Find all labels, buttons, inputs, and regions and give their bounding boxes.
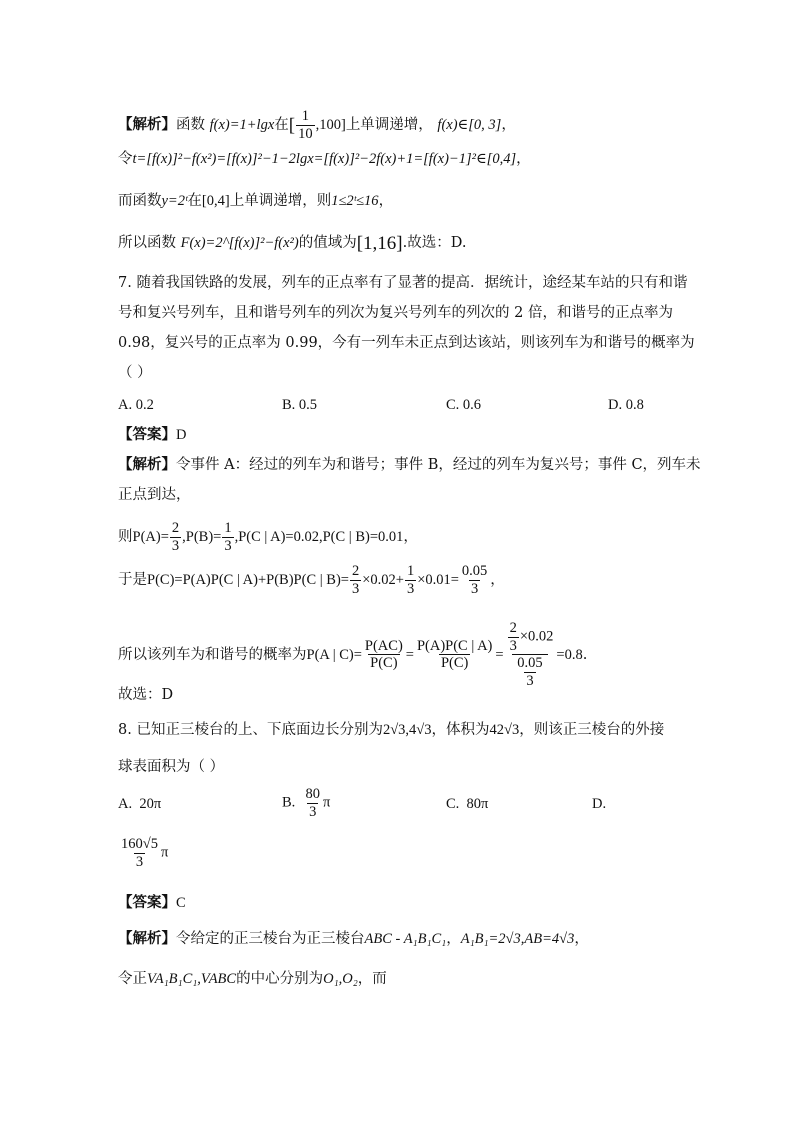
fraction: $\frac{1}{10}$ (298, 108, 313, 142)
analysis1-line4: 所以函数 F(x)=2^[f(x)]²−f(x²)的值域为[1,16].故选：D. (118, 233, 467, 254)
math-expression: F(x)=2^[f(x)]²−f(x²) (180, 235, 299, 251)
q7-line4: （ ） (118, 365, 152, 381)
fraction: $\frac{2}{3}$ (509, 620, 517, 654)
q7-option-b: B. 0.5 (282, 397, 318, 413)
analysis1-line1: 【解析】函数 f(x)=1+lgx在[ $\frac{1}{10}$ ,100]上单调递增， f(x)∈[0, 3]， (118, 108, 516, 142)
q7-analysis-line1: 【解析】令事件 A：经过的列车为和谐号；事件 B，经过的列车为复兴号；事件 C，列车未 (118, 456, 701, 473)
fraction: $\frac{2}{3}$ (171, 520, 180, 554)
answer-label: 【答案】 (118, 894, 176, 911)
q8-option-c: C. 80π (446, 796, 489, 812)
fraction: $\frac{1}{3}$ (406, 563, 415, 597)
math-expression: 42√3 (489, 722, 520, 738)
math-expression: A₁B₁=2√3,AB=4√3 (460, 931, 575, 947)
q8-option-d-label: D. (592, 796, 607, 812)
math-expression: y=2ᵗ (161, 193, 188, 209)
compound-fraction: $\frac{2}{3}$ ×0.02 $\frac{0.05}{3}$ (509, 620, 554, 690)
fraction: $\frac{P(AC)}{P(C)}$ (364, 637, 403, 672)
math-expression: 2√3,4√3 (382, 722, 432, 738)
fraction: $\frac{2}{3}$ (351, 563, 360, 597)
fraction: $\frac{1}{3}$ (224, 520, 232, 554)
math-expression: O₁,O₂ (323, 971, 358, 987)
fraction: $\frac{160√5}{3}$ (121, 836, 158, 870)
answer-label: 【答案】 (118, 426, 176, 443)
answer-value: D (176, 427, 187, 443)
q8-line2: 球表面积为（ ） (118, 759, 225, 775)
q7-line1: 7. 随着我国铁路的发展，列车的正点率有了显著的提高．据统计，途经某车站的只有和谐 (118, 275, 688, 291)
analysis1-line3: 而函数y=2ᵗ在[0,4]上单调递增，则1≤2ᵗ≤16， (118, 193, 394, 209)
q8-line1: 8. 已知正三棱台的上、下底面边长分别为2√3,4√3，体积为42√3，则该正三棱台的外接 (118, 722, 665, 738)
q7-option-c: C. 0.6 (446, 397, 482, 413)
q7-line3: 0.98，复兴号的正点率为 0.99，今有一列车未正点到达该站，则该列车为和谐号的概率为 (118, 335, 695, 351)
q7-final-probability: 所以该列车为和谐号的概率为P(A | C)= $\frac{P(AC)}{P(C)}$ = $\frac{P(A)P(C | A)}{P(C)}$ = $\frac{2}{3}$ ×0.02 $\frac{0.05}{3}$ =0.8. (118, 620, 588, 690)
q7-line2: 号和复兴号列车，且和谐号列车的列次为复兴号列车的列次的 2 倍，和谐号的正点率为 (118, 305, 673, 321)
fraction: $\frac{0.05}{3}$ (461, 563, 488, 597)
answer-value: C (176, 895, 186, 911)
fraction: $\frac{0.05}{3}$ (517, 655, 543, 690)
q8-analysis-line1: 【解析】令给定的正三棱台为正三棱台ABC - A₁B₁C₁，A₁B₁=2√3,AB=4√3， (118, 930, 589, 947)
fraction: $\frac{P(A)P(C | A)}{P(C)}$ (416, 637, 493, 672)
q8-answer (118, 896, 186, 911)
analysis1-line2: 令t=[f(x)]²−f(x²)=[f(x)]²−1−2lgx=[f(x)]²−2f(x)+1=[f(x)−1]²∈[0,4]， (118, 151, 531, 167)
fraction: $\frac{80}{3}$ (305, 786, 321, 820)
q7-option-a: A. 0.2 (118, 397, 154, 413)
q7-total-probability: 于是P(C)=P(A)P(C | A)+P(B)P(C | B)= $\frac{2}{3}$ ×0.02+ $\frac{1}{3}$ ×0.01= $\frac{0.05}{3}$ ， (118, 563, 505, 597)
analysis-label: 【解析】 (118, 930, 176, 947)
q8-option-b: B. $\frac{80}{3}$ π (282, 786, 331, 820)
math-expression: f(x)∈[0, 3] (437, 117, 502, 134)
math-expression: f(x)=1+lgx (209, 117, 275, 134)
math-expression: ABC - A₁B₁C₁ (364, 931, 447, 947)
q7-answer (118, 428, 186, 443)
q7-probabilities: 则P(A)= $\frac{2}{3}$ ,P(B)= $\frac{1}{3}$ ,P(C | A)=0.02,P(C | B)=0.01， (118, 520, 418, 554)
analysis-label: 【解析】 (118, 116, 176, 134)
q8-option-a: A. 20π (118, 796, 162, 812)
analysis-label: 【解析】 (118, 456, 176, 473)
math-expression: [1,16] (356, 233, 403, 254)
math-expression: 1≤2ᵗ≤16 (331, 193, 379, 209)
q7-conclusion: 故选：D (118, 687, 174, 703)
math-expression: VA₁B₁C₁,VABC (147, 971, 237, 987)
q7-analysis-line2: 正点到达， (118, 487, 191, 503)
math-expression: [0,4] (201, 193, 230, 209)
q8-option-d: $\frac{160√5}{3}$ π (121, 836, 169, 870)
q7-option-d: D. 0.8 (608, 397, 644, 413)
q8-analysis-line2: 令正VA₁B₁C₁,VABC的中心分别为O₁,O₂，而 (118, 971, 387, 987)
math-expression: t=[f(x)]²−f(x²)=[f(x)]²−1−2lgx=[f(x)]²−2f(x)+1=[f(x)−1]²∈[0,4] (132, 151, 517, 167)
